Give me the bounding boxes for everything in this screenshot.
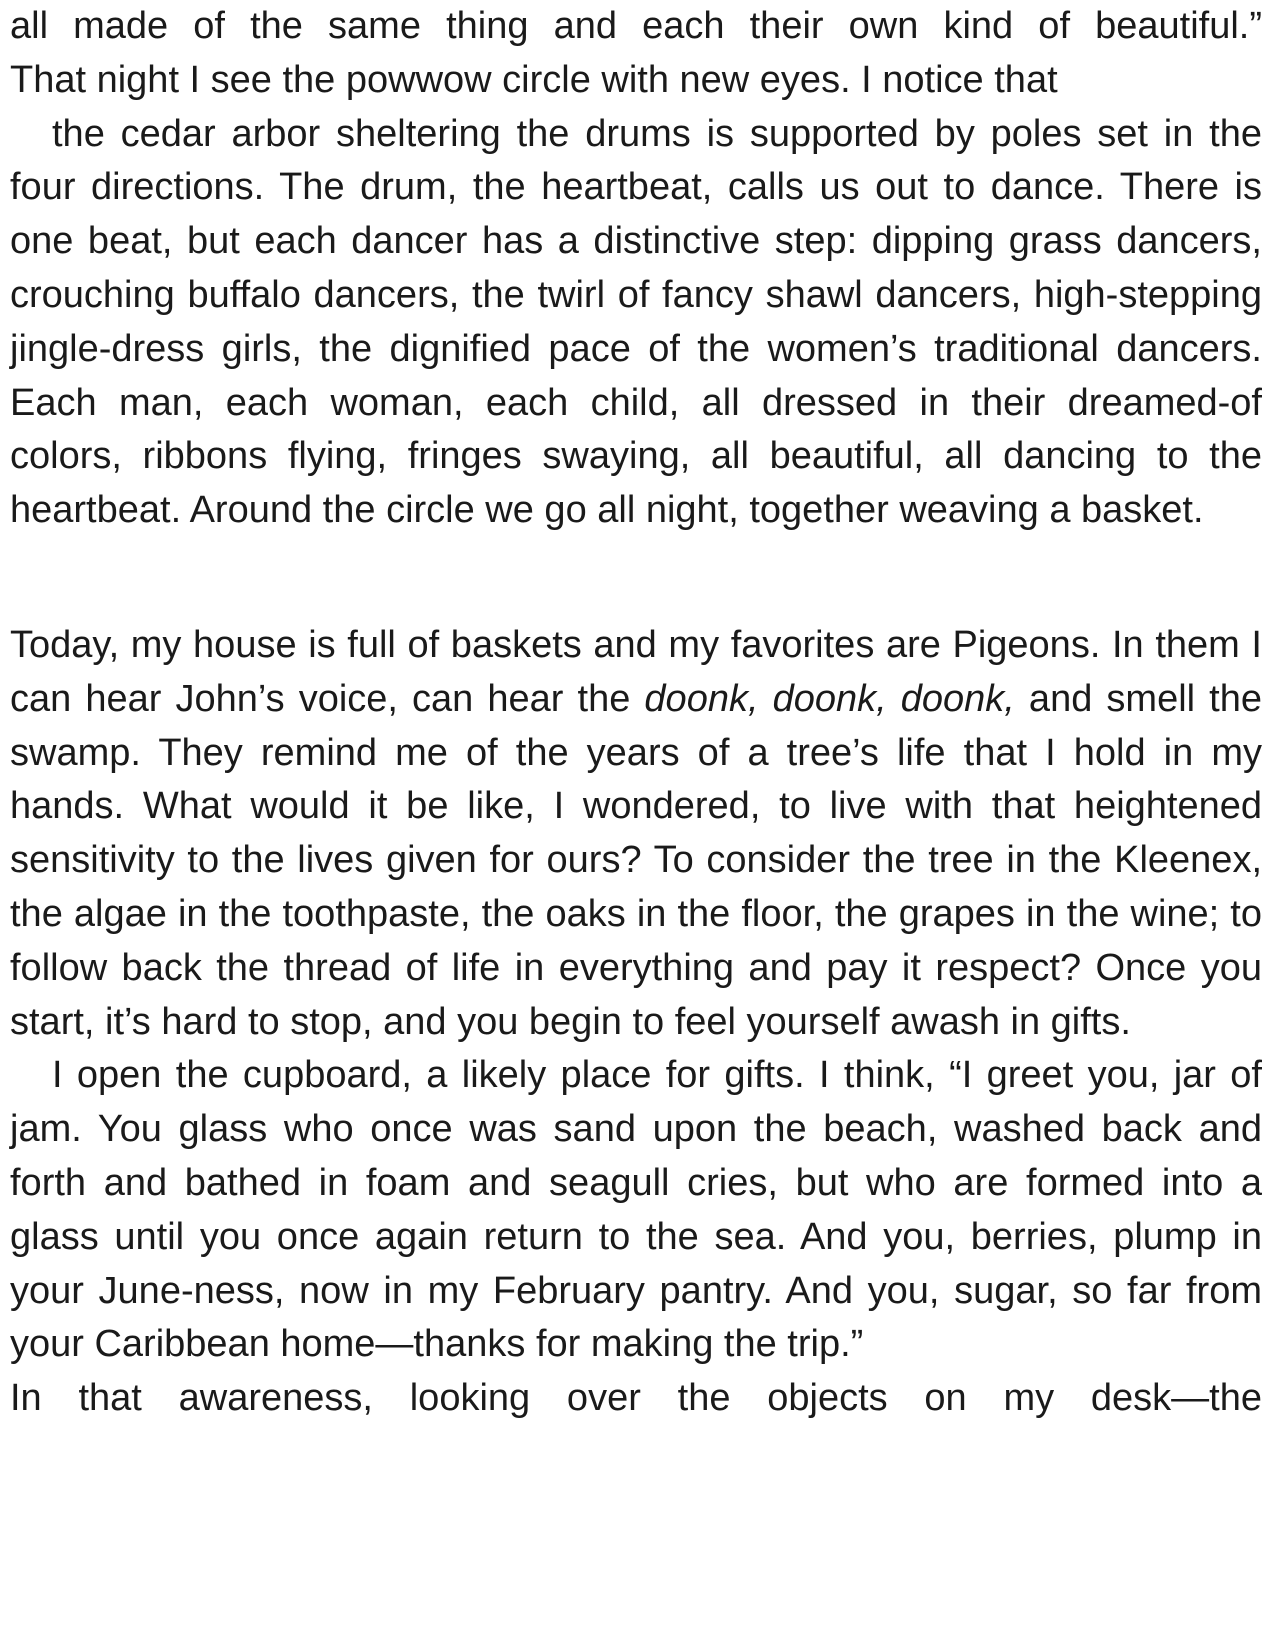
paragraph-5 [10, 1372, 1262, 1426]
paragraph-3 [10, 619, 1262, 1049]
italic-onomatopoeia: doonk, doonk, doonk, [644, 677, 1015, 720]
paragraph-2: the cedar arbor sheltering the drums is supported by poles set in the four directions. The drum, the heartbeat, calls us out to dance. There is one beat, but each dancer has a distinctive step: dipping grass dancers, crouching buffalo dancers, the twirl of fancy shawl dancers, high-stepping jingle-dress girls, the dignified pace of the women’s traditional dancers. Each man, each woman, each child, all dressed in their dreamed-of colors, ribbons flying, fringes swaying, all beautiful, all dancing to the heartbeat. Around the circle we go all night, together weaving a basket. [10, 112, 1262, 532]
text-line-2: That night I see the powwow circle with new eyes. I notice that [10, 58, 1058, 101]
paragraph-3-end: and smell the swamp. They remind me of the years of a tree’s life that I hold in my hands. What would it be like, I wondered, to live with that heightened sensitivity to the lives given for ours? To consider the tree in the Kleenex, the algae in the toothpaste, the oaks in the floor, the grapes in the wine; to follow back the thread of life in everything and pay it respect? Once you start, it’s hard to stop, and you begin to feel yourself awash in gifts. [10, 677, 1262, 1043]
paragraph-5-line: In that awareness, looking over the objects on my desk—the [10, 1377, 1262, 1420]
text-line-1: all made of the same thing and each their own kind of beautiful.” [10, 5, 1262, 47]
paragraph-3-start: Today, my house is full of baskets and my favorites are Pigeons. In them I can hear John’s voice, can hear the [10, 623, 1262, 720]
paragraph-4: I open the cupboard, a likely place for gifts. I think, “I greet you, jar of jam. You glass who once was sand upon the beach, washed back and forth and bathed in foam and seagull cries, but who are formed into a glass until you once again return to the sea. And you, berries, plump in your June-ness, now in my February pantry. And you, sugar, so far from your Caribbean home—thanks for making the trip.” [10, 1054, 1262, 1366]
document-page [10, 0, 1262, 1426]
paragraph-1 [10, 0, 1262, 108]
section-break [10, 538, 1262, 619]
